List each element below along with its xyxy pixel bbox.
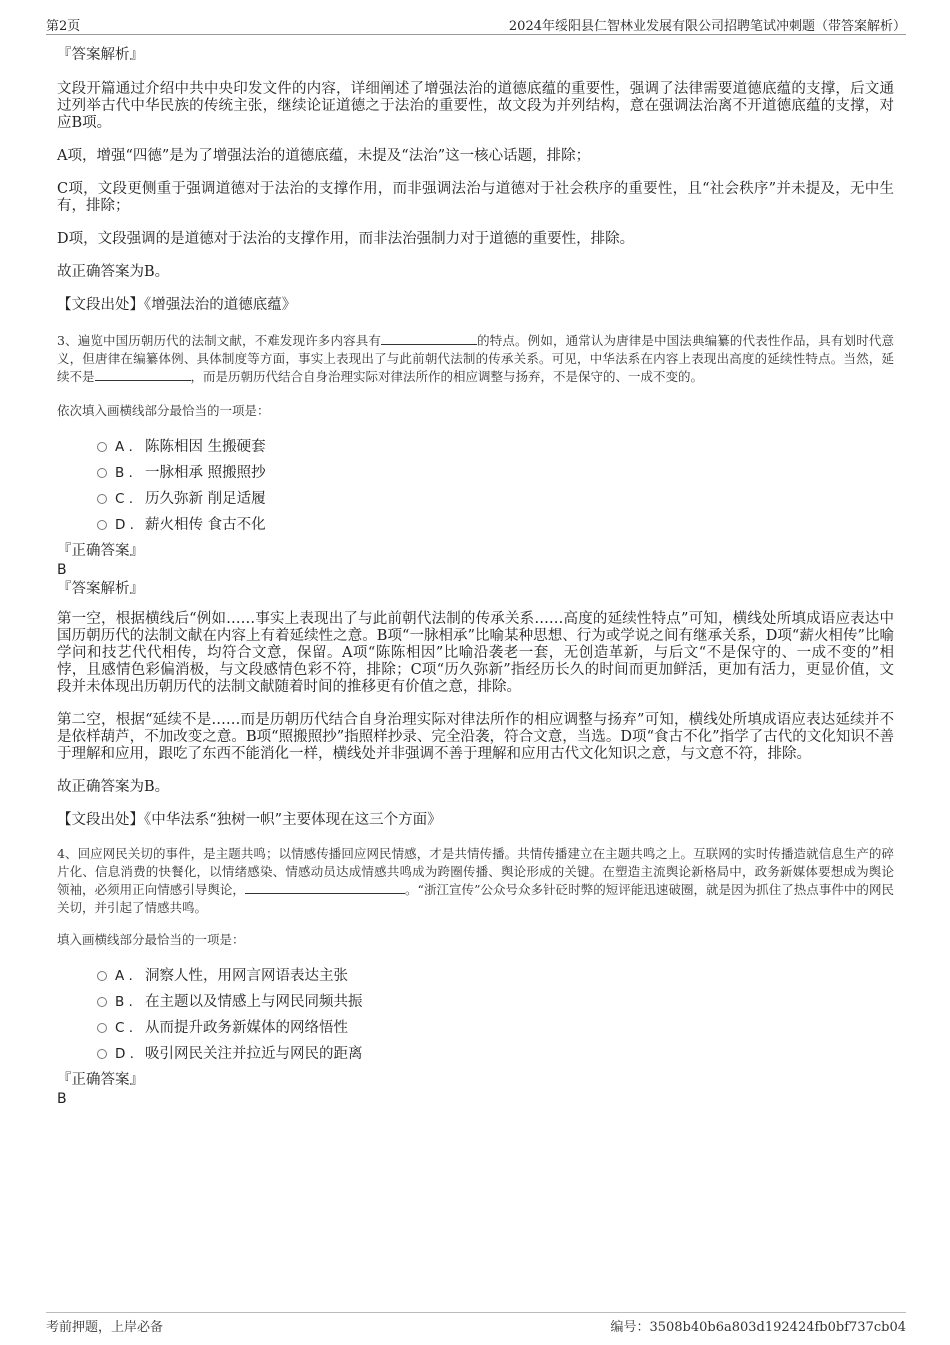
- q3-option-d[interactable]: D . 薪火相传 食古不化: [57, 512, 894, 538]
- footer-note: 考前押题，上岸必备: [46, 1320, 164, 1335]
- q4-correct-answer: B: [57, 1091, 67, 1107]
- q3-blank-1: [381, 332, 477, 345]
- footer-serial: 编号：3508b40b6a803d192424fb0bf737cb04: [610, 1320, 906, 1335]
- q4-option-d[interactable]: D . 吸引网民关注并拉近与网民的距离: [57, 1041, 894, 1067]
- q3-correct-label: 『正确答案』: [57, 543, 144, 559]
- q4-stem-part-2: 。“浙江宣传”公众号众多针砭时弊的短评能迅速破圈，就是因为抓住了热点事件中的网民关切，并引起了情感共鸣。: [57, 882, 894, 915]
- q3-stem-part-3: ，而是历朝历代结合自身治理实际对律法所作的相应调整与扬弃，不是保守的、一成不变的。: [190, 369, 704, 384]
- q3-correct-answer: B: [57, 562, 67, 578]
- radio-icon[interactable]: [97, 1023, 107, 1033]
- q4-stem: [57, 845, 894, 917]
- page-content: [57, 44, 894, 1108]
- q4-blank: [245, 881, 405, 894]
- q3-prompt: 依次填入画横线部分最恰当的一项是：: [57, 403, 270, 418]
- q4-option-c[interactable]: C . 从而提升政务新媒体的网络悟性: [57, 1015, 894, 1041]
- radio-icon[interactable]: [97, 442, 107, 452]
- q3-stem-part-1: 3、遍览中国历朝历代的法制文献，不难发现许多内容具有: [57, 333, 381, 348]
- page-number: 第2页: [46, 19, 81, 34]
- radio-icon[interactable]: [97, 468, 107, 478]
- q4-stem-part-1: 4、回应网民关切的事件，是主题共鸣；以情感传播回应网民情感，才是共情传播。共情传播建立在主题共鸣之上。互联网的实时传播造就信息生产的碎片化、信息消费的快餐化，以情绪感染、情感动员达成情感共鸣成为跨圈传播、舆论形成的关键。在塑造主流舆论新格局中，政务新媒体要想成为舆论领袖，必须用正向情感引导舆论，: [57, 846, 894, 897]
- q4-correct-label: 『正确答案』: [57, 1072, 144, 1088]
- document-title: 2024年绥阳县仁智林业发展有限公司招聘笔试冲刺题（带答案解析）: [508, 19, 906, 34]
- q3-conclusion: 故正确答案为B。: [57, 779, 170, 795]
- q3-option-c[interactable]: C . 历久弥新 削足适履: [57, 486, 894, 512]
- q3-options: [57, 434, 894, 538]
- q2-analysis-label: 『答案解析』: [57, 47, 144, 63]
- q4-options: [57, 963, 894, 1067]
- q3-analysis-label: 『答案解析』: [57, 581, 144, 597]
- radio-icon[interactable]: [97, 997, 107, 1007]
- q3-option-a[interactable]: A . 陈陈相因 生搬硬套: [57, 434, 894, 460]
- q4-option-a[interactable]: A . 洞察人性，用网言网语表达主张: [57, 963, 894, 989]
- q4-option-b[interactable]: B . 在主题以及情感上与网民同频共振: [57, 989, 894, 1015]
- q3-analysis-paragraph-1: 第一空，根据横线后“例如……事实上表现出了与此前朝代法制的传承关系……高度的延续性特点”可知，横线处所填成语应表达中国历朝历代的法制文献在内容上有着延续性之意。B项“一脉相承”比喻某种思想、行为或学说之间有继承关系，D项“薪火相传”比喻学问和技艺代代相传，均符合文意，保留。A项“陈陈相因”比喻沿袭老一套，无创造革新，与后文“不是保守的、一成不变的”相悖，且感情色彩偏消极，与文段感情色彩不符，排除；C项“历久弥新”指经历长久的时间而更加鲜活，更加有活力，更显价值，文段并未体现出历朝历代的法制文献随着时间的推移更有价值之意，排除。: [57, 611, 894, 695]
- q3-stem-part-2: 的特点。例如，通常认为唐律是中国法典编纂的代表性作品，具有划时代意义，但唐律在编纂体例、具体制度等方面，事实上表现出了与此前朝代法制的传承关系。可见，中华法系在内容上表现出高度的延续性特点。当然，延续不是: [57, 333, 894, 384]
- radio-icon[interactable]: [97, 494, 107, 504]
- radio-icon[interactable]: [97, 520, 107, 530]
- q3-option-b[interactable]: B . 一脉相承 照搬照抄: [57, 460, 894, 486]
- page-footer: [46, 1312, 906, 1335]
- q2-analysis-paragraph-1: 文段开篇通过介绍中共中央印发文件的内容，详细阐述了增强法治的道德底蕴的重要性，强调了法律需要道德底蕴的支撑，后文通过列举古代中华民族的传统主张，继续论证道德之于法治的重要性，故文段为并列结构，意在强调法治离不开道德底蕴的支撑，对应B项。: [57, 81, 894, 131]
- q3-stem: [57, 332, 894, 386]
- q2-source: 【文段出处】《增强法治的道德底蕴》: [57, 297, 297, 313]
- page-header: [46, 14, 906, 35]
- q3-analysis-paragraph-2: 第二空，根据“延续不是……而是历朝历代结合自身治理实际对律法所作的相应调整与扬弃”可知，横线处所填成语应表达延续并不是依样葫芦，不加改变之意。B项“照搬照抄”指照样抄录、完全沿袭，符合文意，当选。D项“食古不化”指学了古代的文化知识不善于理解和应用，跟吃了东西不能消化一样，横线处并非强调不善于理解和应用古代文化知识之意，与文意不符，排除。: [57, 712, 894, 762]
- q3-source: 【文段出处】《中华法系“独树一帜”主要体现在这三个方面》: [57, 812, 442, 828]
- q2-analysis-paragraph-4: D项，文段强调的是道德对于法治的支撑作用，而非法治强制力对于道德的重要性，排除。: [57, 231, 635, 247]
- radio-icon[interactable]: [97, 1049, 107, 1059]
- q4-prompt: 填入画横线部分最恰当的一项是：: [57, 932, 245, 947]
- q2-analysis-paragraph-3: C项，文段更侧重于强调道德对于法治的支撑作用，而非强调法治与道德对于社会秩序的重要性，且“社会秩序”并未提及，无中生有，排除；: [57, 181, 894, 214]
- q3-blank-2: [95, 368, 191, 381]
- q2-conclusion: 故正确答案为B。: [57, 264, 170, 280]
- radio-icon[interactable]: [97, 971, 107, 981]
- q2-analysis-paragraph-2: A项，增强“四德”是为了增强法治的道德底蕴，未提及“法治”这一核心话题，排除；: [57, 148, 591, 164]
